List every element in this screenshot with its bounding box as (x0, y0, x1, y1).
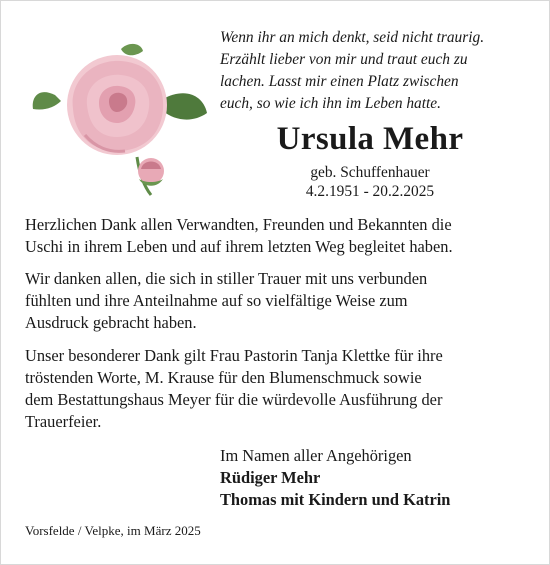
paragraph-line: Unser besonderer Dank gilt Frau Pastorin Tanja Klettke für ihre (25, 346, 443, 365)
rose-illustration (25, 39, 215, 199)
deceased-name: Ursula Mehr (276, 121, 464, 157)
paragraph-line: Uschi in ihrem Leben und auf ihrem letzten Weg begleitet haben. (25, 237, 453, 256)
life-dates: 4.2.1951 - 20.2.2025 (305, 183, 435, 200)
rose-leaf-right (163, 93, 207, 119)
poem-line: euch, so wie ich ihn im Leben hatte. (220, 95, 441, 112)
signature-block (220, 445, 540, 511)
thanks-paragraph (25, 214, 535, 258)
signature-intro: Im Namen aller Angehörigen (220, 446, 412, 465)
sympathy-paragraph (25, 268, 535, 334)
paragraph-line: fühlten und ihre Anteilnahme auf so vielfältige Weise zum (25, 291, 408, 310)
signature-name: Thomas mit Kindern und Katrin (220, 490, 451, 509)
paragraph-line: dem Bestattungshaus Meyer für die würdevolle Ausführung der (25, 390, 443, 409)
rose-leaf-top (121, 44, 143, 55)
special-thanks-paragraph (25, 345, 535, 433)
birth-name: geb. Schuffenhauer (310, 164, 430, 181)
paragraph-line: Trauerfeier. (25, 412, 102, 431)
poem-line: Wenn ihr an mich denkt, seid nicht traurig. (220, 29, 485, 46)
poem-line: lachen. Lasst mir einen Platz zwischen (220, 73, 459, 90)
poem (220, 27, 540, 115)
paragraph-line: Wir danken allen, die sich in stiller Trauer mit uns verbunden (25, 269, 428, 288)
place-date: Vorsfelde / Velpke, im März 2025 (25, 523, 201, 538)
rose-leaf-left (33, 92, 61, 109)
poem-line: Erzählt lieber von mir und traut euch zu (220, 51, 468, 68)
paragraph-line: Ausdruck gebracht haben. (25, 313, 197, 332)
paragraph-line: tröstenden Worte, M. Krause für den Blumenschmuck sowie (25, 368, 422, 387)
signature-name: Rüdiger Mehr (220, 468, 321, 487)
paragraph-line: Herzlichen Dank allen Verwandten, Freunden und Bekannten die (25, 215, 452, 234)
